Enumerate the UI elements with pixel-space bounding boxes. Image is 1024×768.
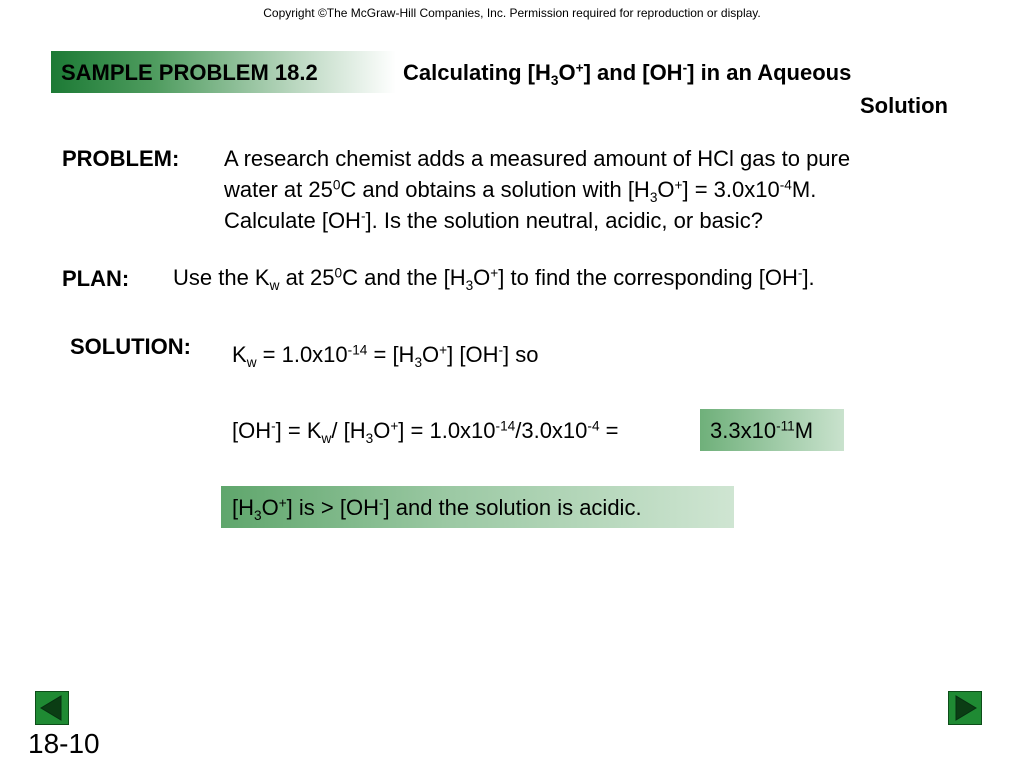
page-title: Calculating $[H_3O^+]$ and [OH-] in an Aqueous [403,60,852,88]
kw-equation: $K_w = 1.0x10^{-14} = [H_3O^+]$ [OH-] so [232,342,539,370]
conclusion-text: $[H_3O^+]$ is > [OH-] and the solution is acidic. [232,495,642,523]
triangle-right-icon [949,692,981,724]
problem-line-1: A research chemist adds a measured amount of HCl gas to pure [224,146,851,171]
oh-equation: $[OH^-] = K_w/$ $[H_3O^+] = 1.0x10^{-14}/3.0x10^{-4}$ = [232,418,619,446]
problem-text [224,143,850,236]
problem-line-3: Calculate [OH-]. Is the solution neutral, acidic, or basic? [224,208,763,233]
sample-problem-label: SAMPLE PROBLEM 18.2 [61,60,318,85]
previous-slide-button[interactable] [35,691,69,725]
copyright-notice: Copyright ©The McGraw-Hill Companies, Inc. Permission required for reproduction or display. [263,6,761,20]
problem-line-2: water at $25^0C$ and obtains a solution with $[H_3O^+] = 3.0x10^{-4}M$. [224,177,817,205]
next-slide-button[interactable] [948,691,982,725]
solution-label: SOLUTION: [70,334,191,359]
plan-text: Use the $K_w$ at $25^0C$ and the $[H_3O^+]$ to find the corresponding [OH-]. [173,265,815,293]
page-title-line2: Solution [860,93,948,118]
triangle-left-icon [36,692,68,724]
slide-number: 18-10 [28,728,100,759]
problem-label: PROBLEM: [62,146,180,171]
answer-value: $3.3x10^{-11}M$ [710,418,814,443]
plan-label: PLAN: [62,266,130,291]
